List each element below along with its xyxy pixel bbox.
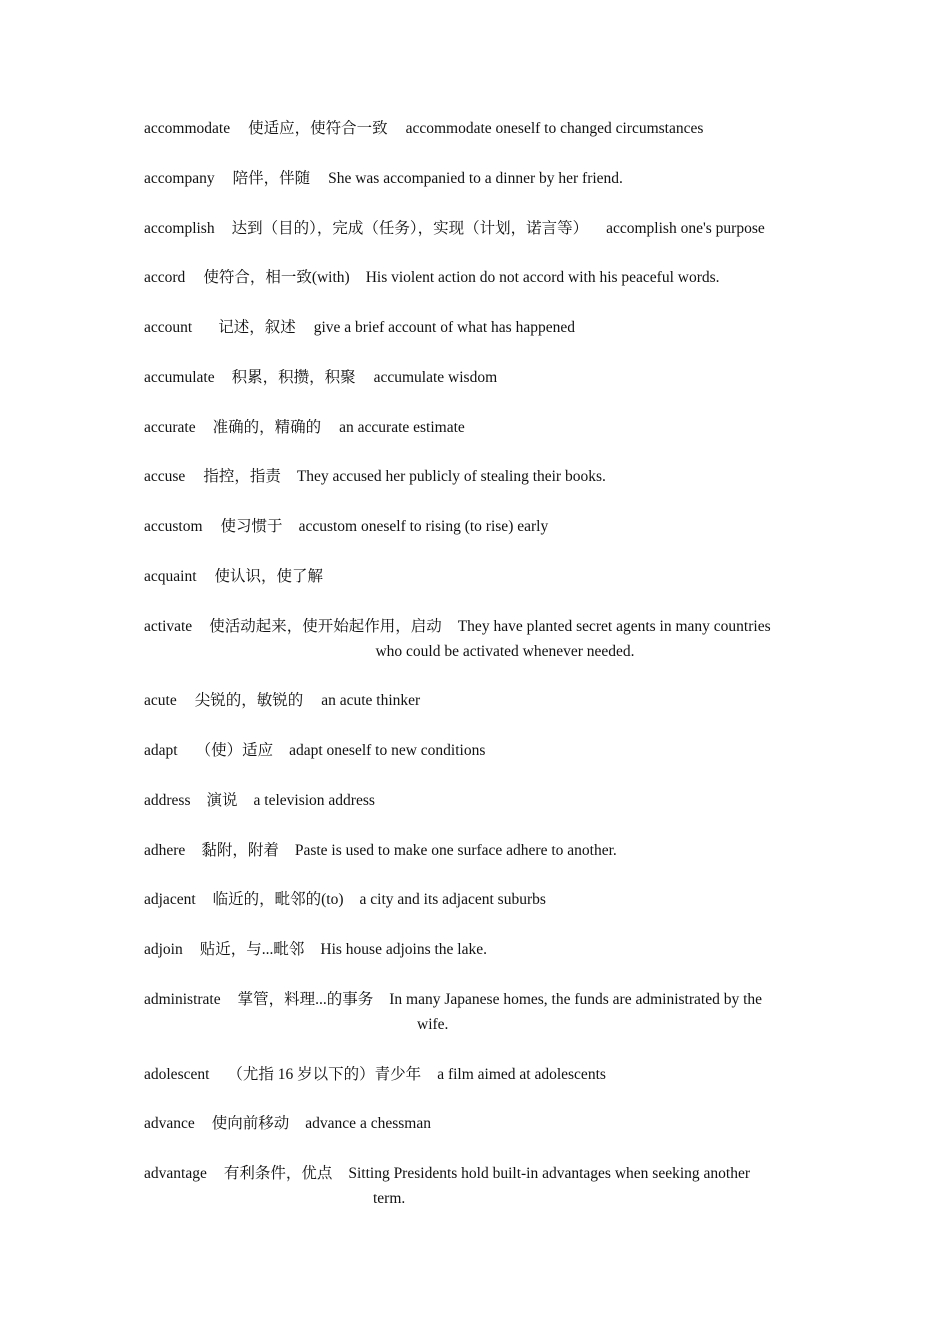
entry-word: advantage <box>144 1165 207 1182</box>
vocab-entry <box>144 415 808 440</box>
entry-example: They have planted secret agents in many countries <box>457 618 771 635</box>
entry-meaning: 积累，积攒，积聚 <box>231 369 356 386</box>
entry-word: adhere <box>144 842 186 859</box>
entry-meaning: 指控，指责 <box>203 468 281 485</box>
entry-example: His violent action do not accord with his peaceful words. <box>365 269 720 286</box>
entry-word: adjacent <box>144 891 196 908</box>
entry-meaning: 掌管，料理...的事务 <box>237 991 374 1008</box>
entry-word: accord <box>144 269 186 286</box>
entry-word: advance <box>144 1115 195 1132</box>
vocab-entry <box>144 1161 808 1211</box>
entry-word: accurate <box>144 419 196 436</box>
entry-meaning: 使活动起来，使开始起作用，启动 <box>209 618 442 635</box>
entry-example: an accurate estimate <box>339 419 465 436</box>
entry-example: Sitting Presidents hold built-in advantages when seeking another <box>348 1165 750 1182</box>
entry-word: adolescent <box>144 1066 210 1083</box>
vocab-entry <box>144 688 808 713</box>
vocab-entry <box>144 464 808 489</box>
vocab-entry <box>144 265 808 290</box>
entry-meaning: 使认识，使了解 <box>214 568 324 585</box>
entry-example: accustom oneself to rising (to rise) early <box>298 518 549 535</box>
entry-meaning: 达到（目的），完成（任务），实现（计划，诺言等） <box>231 220 589 237</box>
vocab-entry <box>144 614 808 664</box>
vocab-entry <box>144 166 808 191</box>
entry-example: They accused her publicly of stealing their books. <box>296 468 606 485</box>
entry-word: adjoin <box>144 941 183 958</box>
entry-example: She was accompanied to a dinner by her friend. <box>328 170 623 187</box>
entry-example: Paste is used to make one surface adhere to another. <box>294 842 617 859</box>
vocab-entry <box>144 1062 808 1087</box>
entry-word: accompany <box>144 170 215 187</box>
entry-meaning: （使）适应 <box>195 742 274 759</box>
entry-meaning: 使习惯于 <box>220 518 283 535</box>
entry-example-continued: term. <box>373 1190 406 1207</box>
entry-example: His house adjoins the lake. <box>320 941 487 958</box>
entry-meaning: 使向前移动 <box>211 1115 290 1132</box>
entry-word: accommodate <box>144 120 231 137</box>
entry-word: adapt <box>144 742 178 759</box>
entry-example: advance a chessman <box>305 1115 431 1132</box>
vocab-entry <box>144 365 808 390</box>
entry-example: accommodate oneself to changed circumstances <box>405 120 704 137</box>
entry-example: adapt oneself to new conditions <box>289 742 486 759</box>
entry-word: account <box>144 319 193 336</box>
entry-meaning: 记述，叙述 <box>218 319 296 336</box>
entry-word: accumulate <box>144 369 215 386</box>
entry-word: activate <box>144 618 193 635</box>
entry-word: accustom <box>144 518 203 535</box>
entry-example-continued: who could be activated whenever needed. <box>375 643 635 660</box>
vocab-entry <box>144 564 808 589</box>
vocab-entry <box>144 116 808 141</box>
vocab-entry <box>144 838 808 863</box>
entry-word: administrate <box>144 991 221 1008</box>
entry-meaning: 演说 <box>206 792 238 809</box>
entry-word: acquaint <box>144 568 197 585</box>
entry-word: address <box>144 792 191 809</box>
entry-meaning: 使适应，使符合一致 <box>248 120 388 137</box>
entry-example-continued: wife. <box>417 1016 449 1033</box>
vocab-entry <box>144 788 808 813</box>
entry-meaning: 临近的，毗邻的(to) <box>212 891 344 908</box>
vocab-entry <box>144 1111 808 1136</box>
entry-word: accomplish <box>144 220 215 237</box>
entry-example: accomplish one's purpose <box>606 220 765 237</box>
vocab-entry <box>144 514 808 539</box>
entry-example: accumulate wisdom <box>373 369 498 386</box>
entry-meaning: 有利条件，优点 <box>223 1165 333 1182</box>
vocab-entry <box>144 738 808 763</box>
vocab-entry <box>144 937 808 962</box>
entry-word: accuse <box>144 468 186 485</box>
entry-example: a television address <box>253 792 375 809</box>
entry-example: In many Japanese homes, the funds are administrated by the <box>389 991 763 1008</box>
entry-meaning: 黏附，附着 <box>201 842 279 859</box>
vocab-entry <box>144 887 808 912</box>
entry-meaning: 尖锐的，敏锐的 <box>194 692 304 709</box>
entry-example: an acute thinker <box>321 692 421 709</box>
entry-meaning: 贴近，与...毗邻 <box>199 941 305 958</box>
entry-example: a city and its adjacent suburbs <box>359 891 546 908</box>
entry-meaning: 陪伴，伴随 <box>232 170 311 187</box>
entry-example: a film aimed at adolescents <box>437 1066 606 1083</box>
entry-meaning: 准确的，精确的 <box>212 419 322 436</box>
vocab-entry <box>144 987 808 1037</box>
entry-meaning: （尤指 16 岁以下的）青少年 <box>227 1066 422 1083</box>
entry-word: acute <box>144 692 177 709</box>
vocab-entry <box>144 315 808 340</box>
vocab-entry <box>144 216 808 241</box>
entry-meaning: 使符合，相一致(with) <box>203 269 350 286</box>
entry-example: give a brief account of what has happened <box>313 319 575 336</box>
